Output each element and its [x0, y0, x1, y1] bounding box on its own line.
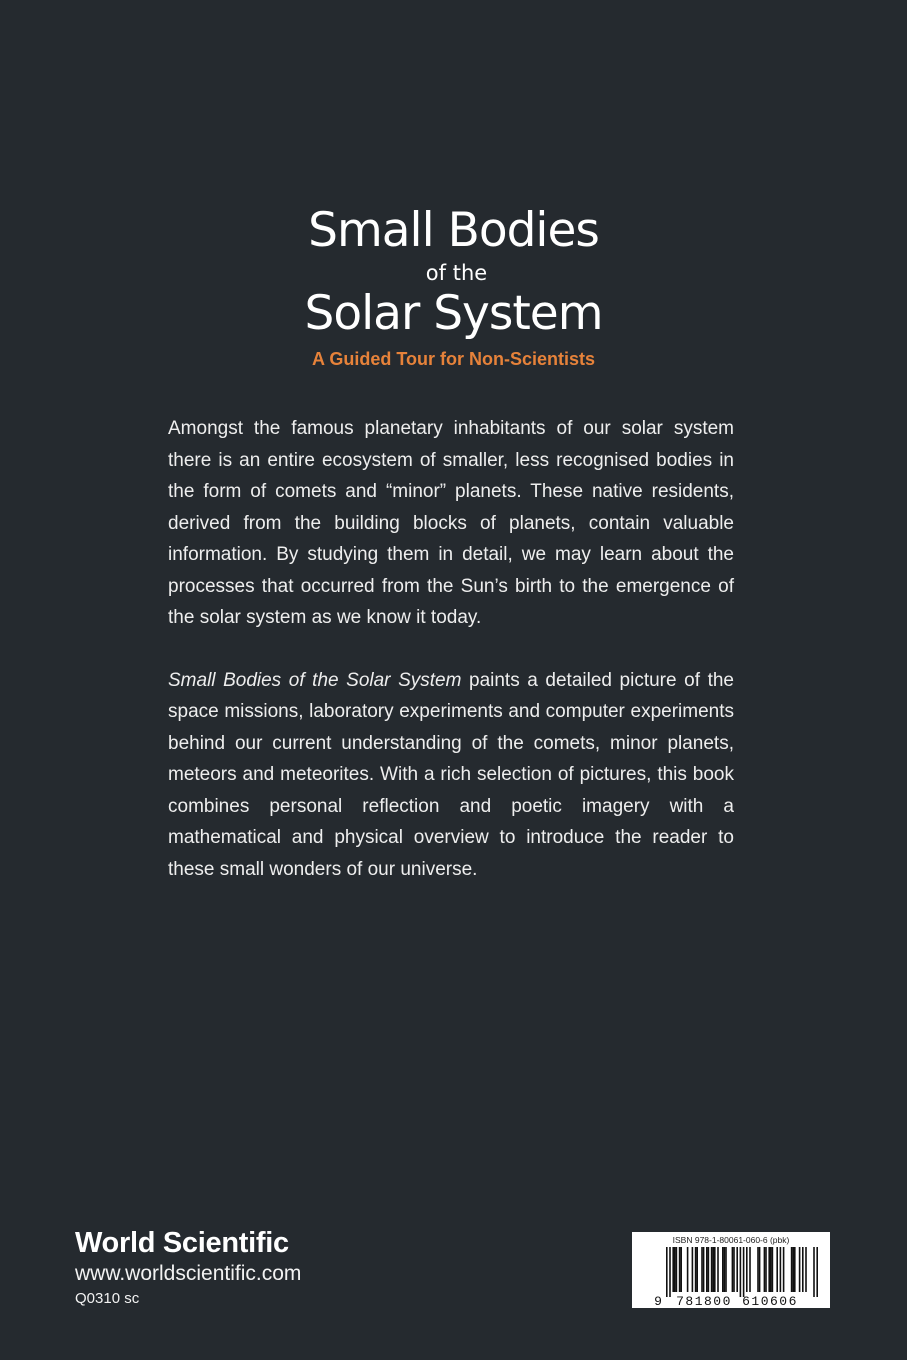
barcode-bar — [768, 1247, 770, 1292]
barcode-digit-first: 9 — [654, 1294, 662, 1308]
barcode-bar — [711, 1247, 713, 1292]
barcode-bar — [794, 1247, 796, 1292]
barcode-bar — [802, 1247, 804, 1292]
barcode-bars — [632, 1232, 830, 1308]
barcode-bar — [746, 1247, 748, 1292]
barcode-bar — [666, 1247, 668, 1297]
barcode-bar — [725, 1247, 727, 1292]
barcode-bar — [813, 1247, 815, 1297]
title-line-1: Small Bodies — [308, 203, 599, 258]
barcode-digits-right: 610606 — [742, 1294, 798, 1308]
barcode-bar — [695, 1247, 697, 1292]
barcode-bar — [816, 1247, 818, 1297]
isbn-label: ISBN 978-1-80061-060-6 (pbk) — [672, 1235, 790, 1245]
barcode-digits-left: 781800 — [676, 1294, 732, 1308]
barcode-bar — [701, 1247, 703, 1292]
barcode-bar — [696, 1247, 698, 1292]
barcode-bar — [680, 1247, 682, 1292]
barcode-bar — [708, 1247, 710, 1292]
title-line-3: Solar System — [304, 286, 603, 341]
barcode-bar — [783, 1247, 785, 1292]
barcode-bar — [732, 1247, 734, 1292]
barcode-bar — [759, 1247, 761, 1292]
book-title — [0, 200, 907, 372]
barcode-bar — [687, 1247, 689, 1292]
book-subtitle: A Guided Tour for Non-Scientists — [312, 349, 595, 369]
barcode-bar — [791, 1247, 793, 1292]
barcode-bar — [712, 1247, 714, 1292]
blurb-paragraph-1: Amongst the famous planetary inhabitants of our solar system there is an entire ecosystem of smaller, less recognised bodies in the form of comets and “minor” planets. These native residents, derived from the building blocks of planets, contain valuable information. By studying them in detail, we may learn about the processes that occurred from the Sun’s birth to the emergence of the solar system as we know it today. — [168, 418, 734, 628]
barcode-bar — [672, 1247, 674, 1292]
barcode-bar — [757, 1247, 759, 1292]
barcode-bar — [772, 1247, 774, 1292]
barcode-bar — [776, 1247, 778, 1292]
barcode-bar — [706, 1247, 708, 1292]
barcode-bar — [674, 1247, 676, 1292]
barcode-bar — [722, 1247, 724, 1292]
barcode-bar — [765, 1247, 767, 1292]
blurb-paragraph-2 — [168, 665, 734, 886]
barcode-bar — [703, 1247, 705, 1292]
barcode-bar — [780, 1247, 782, 1292]
publisher-block — [75, 1226, 301, 1310]
publisher-name: World Scientific — [75, 1227, 289, 1259]
barcode-bar — [799, 1247, 801, 1292]
title-line-2: of the — [425, 261, 488, 285]
barcode-bar — [679, 1247, 681, 1292]
barcode-bar — [736, 1247, 738, 1292]
barcode-bar — [805, 1247, 807, 1292]
back-cover-blurb — [168, 413, 734, 916]
blurb-book-title-italic: Small Bodies of the Solar System — [168, 669, 462, 691]
blurb-paragraph-2-text: paints a detailed picture of the space missions, laboratory experiments and computer experiments behind our current understanding of the comets, minor planets, meteors and meteorites. With a rich selection of pictures, this book combines personal reflection and poetic imagery with a mathematical and physical overview to introduce the reader to these small wonders of our universe. — [168, 669, 734, 880]
barcode-bar — [743, 1247, 745, 1297]
barcode-bar — [717, 1247, 719, 1292]
barcode-bar — [714, 1247, 716, 1292]
publisher-code: Q0310 sc — [75, 1290, 140, 1307]
publisher-url: www.worldscientific.com — [75, 1262, 302, 1285]
barcode-bar — [692, 1247, 694, 1292]
barcode-bar — [724, 1247, 726, 1292]
barcode-bar — [749, 1247, 751, 1292]
barcode-bar — [733, 1247, 735, 1292]
barcode-bar — [676, 1247, 678, 1292]
barcode-bar — [770, 1247, 772, 1292]
isbn-barcode — [632, 1232, 830, 1308]
barcode-bar — [792, 1247, 794, 1292]
barcode-bar — [740, 1247, 742, 1297]
barcode-bar — [764, 1247, 766, 1292]
barcode-bar — [669, 1247, 671, 1297]
